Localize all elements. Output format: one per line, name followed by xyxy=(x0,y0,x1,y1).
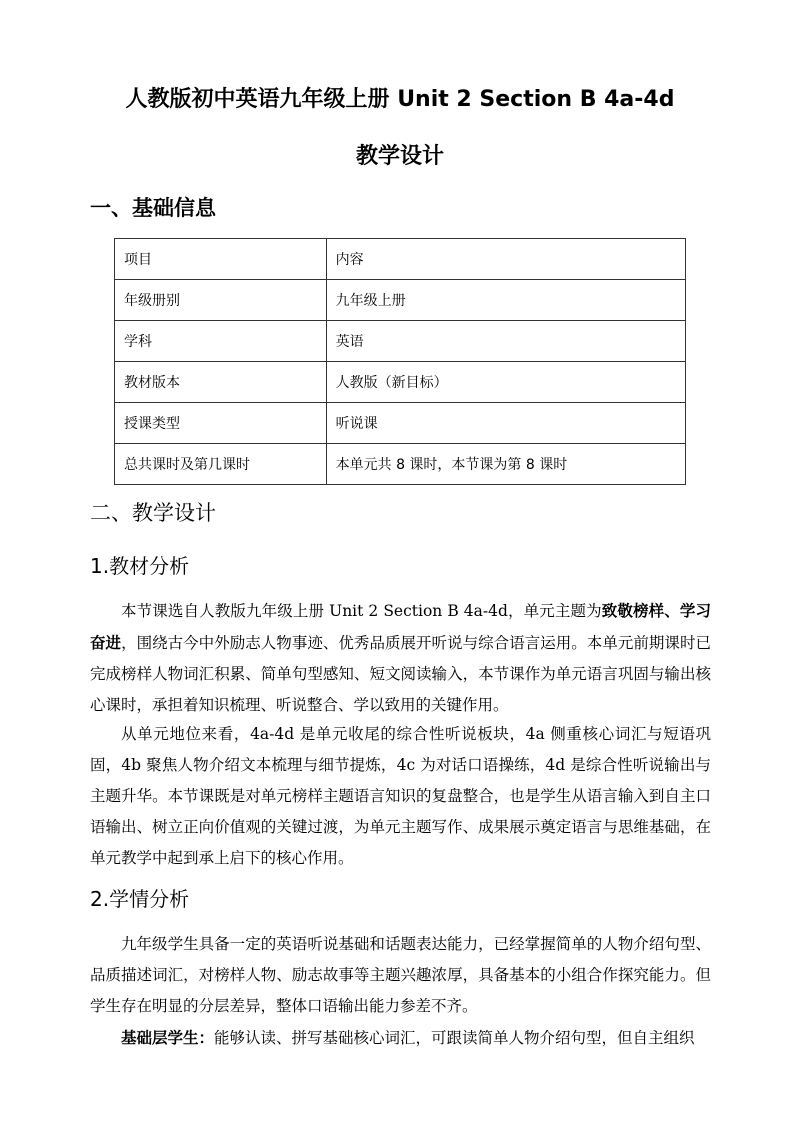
table-cell-item: 学科 xyxy=(115,321,327,362)
table-row xyxy=(115,444,686,485)
student-analysis-paragraph-2 xyxy=(90,1022,711,1054)
table-cell-content: 英语 xyxy=(326,321,685,362)
table-cell-content: 内容 xyxy=(326,239,685,280)
table-cell-content: 听说课 xyxy=(326,403,685,444)
table-cell-item: 年级册别 xyxy=(115,280,327,321)
table-row xyxy=(115,362,686,403)
table-row xyxy=(115,321,686,362)
table-cell-item: 教材版本 xyxy=(115,362,327,403)
table-cell-content: 九年级上册 xyxy=(326,280,685,321)
table-cell-content: 本单元共 8 课时，本节课为第 8 课时 xyxy=(326,444,685,485)
table-cell-item: 项目 xyxy=(115,239,327,280)
table-row xyxy=(115,239,686,280)
table-cell-content: 人教版（新目标） xyxy=(326,362,685,403)
paragraph-text: ，围绕古今中外励志人物事迹、优秀品质展开听说与综合语言运用。本单元前期课时已完成榜样人物词汇积累、简单句型感知、短文阅读输入，本节课作为单元语言巩固与输出核心课时，承担着知识梳理、听说整合、学以致用的关键作用。 xyxy=(90,634,711,714)
basic-info-table xyxy=(114,238,686,485)
paragraph-text: 本节课选自人教版九年级上册 Unit 2 Section B 4a-4d，单元主题为 xyxy=(121,602,602,620)
table-row xyxy=(115,280,686,321)
section-heading-basic-info: 一、基础信息 xyxy=(90,196,216,220)
basic-level-label: 基础层学生： xyxy=(121,1028,215,1047)
material-analysis-paragraph-2: 从单元地位来看，4a-4d 是单元收尾的综合性听说板块，4a 侧重核心词汇与短语巩固，4b 聚焦人物介绍文本梳理与细节提炼，4c 为对话口语操练，4d 是综合性听说输出与主题升华。本节课既是对单元榜样主题语言知识的复盘整合，也是学生从语言输入到自主口语输出、树立正向价值观的关键过渡，为单元主题写作、成果展示奠定语言与思维基础，在单元教学中起到承上启下的核心作用。 xyxy=(90,725,711,867)
material-analysis-paragraph-1 xyxy=(90,595,711,721)
subheading-material-analysis: 1.教材分析 xyxy=(90,554,190,578)
document-subtitle: 教学设计 xyxy=(355,144,444,169)
table-row xyxy=(115,403,686,444)
document-title: 人教版初中英语九年级上册 Unit 2 Section B 4a-4d xyxy=(125,87,675,112)
section-heading-teaching-design: 二、教学设计 xyxy=(90,501,216,525)
subheading-student-analysis: 2.学情分析 xyxy=(90,887,190,911)
student-analysis-paragraph-1: 九年级学生具备一定的英语听说基础和话题表达能力，已经掌握简单的人物介绍句型、品质描述词汇，对榜样人物、励志故事等主题兴趣浓厚，具备基本的小组合作探究能力。但学生存在明显的分层差异，整体口语输出能力参差不齐。 xyxy=(90,935,711,1015)
unit-theme-bold: 致敬榜样、学习奋进 xyxy=(90,601,711,652)
table-cell-item: 授课类型 xyxy=(115,403,327,444)
paragraph-text: 能够认读、拼写基础核心词汇，可跟读简单人物介绍句型，但自主组织 xyxy=(214,1029,695,1047)
table-cell-item: 总共课时及第几课时 xyxy=(115,444,327,485)
